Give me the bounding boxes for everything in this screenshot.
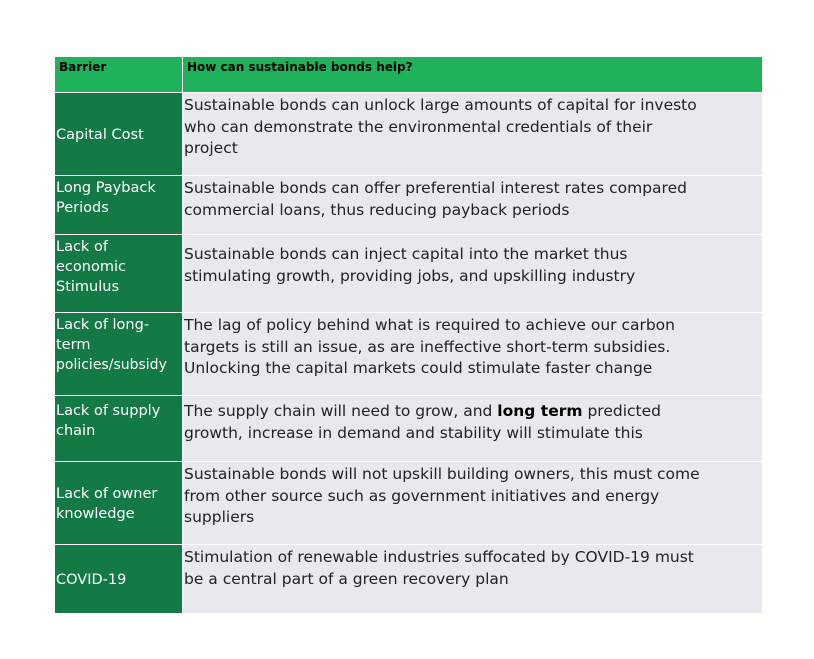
table-row [55,235,762,313]
help-text [184,401,762,423]
table-row [55,176,762,235]
help-text: Sustainable bonds can inject capital into the market thus [184,245,628,263]
help-cell [183,545,762,613]
help-text: targets is still an issue, as are ineffective short-term subsidies. [184,337,671,356]
help-cell [183,396,762,461]
help-text: be a central part of a green recovery plan [184,569,509,588]
help-text: Stimulation of renewable industries suffocated by COVID-19 must [184,548,694,566]
help-text: suppliers [184,508,255,526]
barrier-cell [55,313,183,395]
barrier-cell [55,176,183,234]
table-row [55,462,762,545]
help-text-bold: long term [497,402,583,420]
barrier-text: Long Payback [56,180,156,196]
help-text: from other source such as government initiatives and energy [184,486,660,505]
barrier-text: chain [56,423,96,439]
help-text: commercial loans, thus reducing payback periods [184,200,570,219]
barrier-text: Periods [56,200,109,216]
barrier-cell [55,235,183,312]
header-how-bonds-help: How can sustainable bonds help? [187,60,413,74]
table-row [55,396,762,462]
barrier-text: knowledge [56,506,135,522]
header-barrier: Barrier [55,57,183,92]
barrier-text: Lack of owner [56,486,158,502]
table-row [55,313,762,396]
help-cell [183,313,762,395]
table-row [55,93,762,176]
help-text: Sustainable bonds can offer preferential interest rates compared [184,179,687,197]
barrier-cell [55,396,183,461]
table-header-row [55,57,762,93]
barrier-text: Lack of long- [56,317,150,333]
help-text: project [184,139,238,157]
barrier-cell [55,93,183,175]
help-text-part: The supply chain will need to grow, and [184,402,498,420]
barriers-table [55,57,762,613]
barrier-text: Lack of [56,239,108,255]
help-text: The lag of policy behind what is required to achieve our carbon [184,316,675,334]
help-text: Sustainable bonds can unlock large amounts of capital for investo [184,96,697,114]
help-cell [183,462,762,544]
help-cell [183,235,762,312]
help-text: Sustainable bonds will not upskill building owners, this must come [184,465,700,483]
barrier-text: Capital Cost [56,127,144,143]
barrier-cell [55,545,183,613]
barrier-text: policies/subsidy [56,357,167,373]
help-text: who can demonstrate the environmental credentials of their [184,117,653,136]
barrier-text: term [56,337,91,353]
barrier-text: COVID-19 [56,572,127,588]
help-text: growth, increase in demand and stability will stimulate this [184,423,643,442]
table-row [55,545,762,613]
help-text: stimulating growth, providing jobs, and upskilling industry [184,266,636,285]
barrier-text: Stimulus [56,279,120,295]
help-text: Unlocking the capital markets could stimulate faster change [184,359,653,377]
barrier-cell [55,462,183,544]
barrier-text: Lack of supply [56,403,161,419]
barrier-text: economic [56,259,126,275]
help-text-part: predicted [582,402,661,420]
help-cell [183,93,762,175]
help-cell [183,176,762,234]
